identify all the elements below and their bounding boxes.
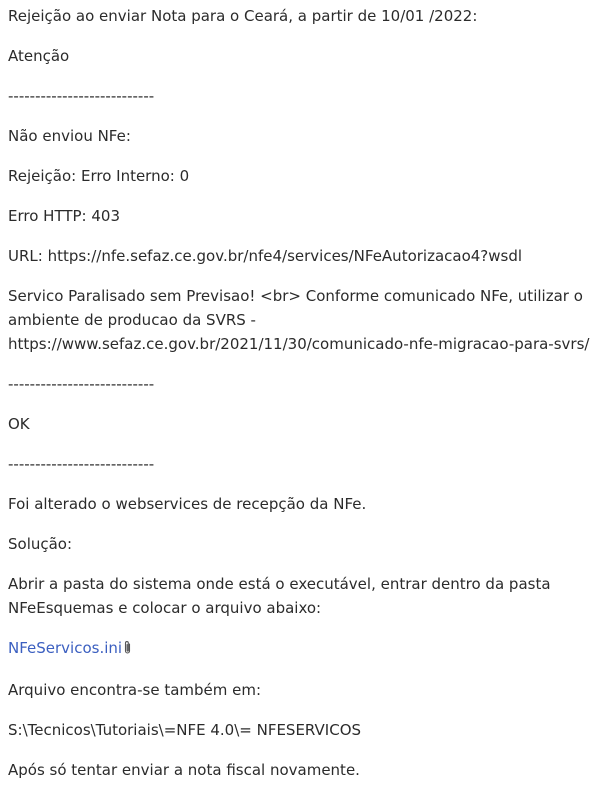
divider-line: --------------------------- (8, 455, 155, 473)
rejeicao-text: Rejeição: Erro Interno: 0 (8, 167, 190, 185)
url-text: URL: https://nfe.sefaz.ce.gov.br/nfe4/services/NFeAutorizacao4?wsdl (8, 247, 523, 265)
attachment-row (8, 636, 592, 662)
divider-line: --------------------------- (8, 87, 155, 105)
servico-paralisado-text: Servico Paralisado sem Previsao! <br> Conforme comunicado NFe, utilizar o ambiente de producao da SVRS - https://www.sefaz.ce.gov.br/2021/11/30/comunicado-nfe-migracao-para-svrs/ (8, 287, 590, 353)
abrir-instructions: Abrir a pasta do sistema onde está o executável, entrar dentro da pasta NFeEsquemas e colocar o arquivo abaixo: (8, 575, 551, 617)
paperclip-icon[interactable] (123, 638, 132, 662)
document-title: Rejeição ao enviar Nota para o Ceará, a partir de 10/01 /2022: (8, 7, 478, 25)
solucao-label: Solução: (8, 535, 73, 553)
divider-line: --------------------------- (8, 375, 155, 393)
apos-text: Após só tentar enviar a nota fiscal novamente. (8, 761, 360, 779)
arquivo-text: Arquivo encontra-se também em: (8, 681, 262, 699)
attachment-link[interactable]: NFeServicos.ini (8, 639, 123, 657)
nao-enviou-text: Não enviou NFe: (8, 127, 131, 145)
alterado-text: Foi alterado o webservices de recepção da NFe. (8, 495, 367, 513)
erro-http-text: Erro HTTP: 403 (8, 207, 121, 225)
path-text: S:\Tecnicos\Tutoriais\=NFE 4.0\= NFESERVICOS (8, 721, 362, 739)
ok-text: OK (8, 415, 30, 433)
attention-label: Atenção (8, 47, 70, 65)
